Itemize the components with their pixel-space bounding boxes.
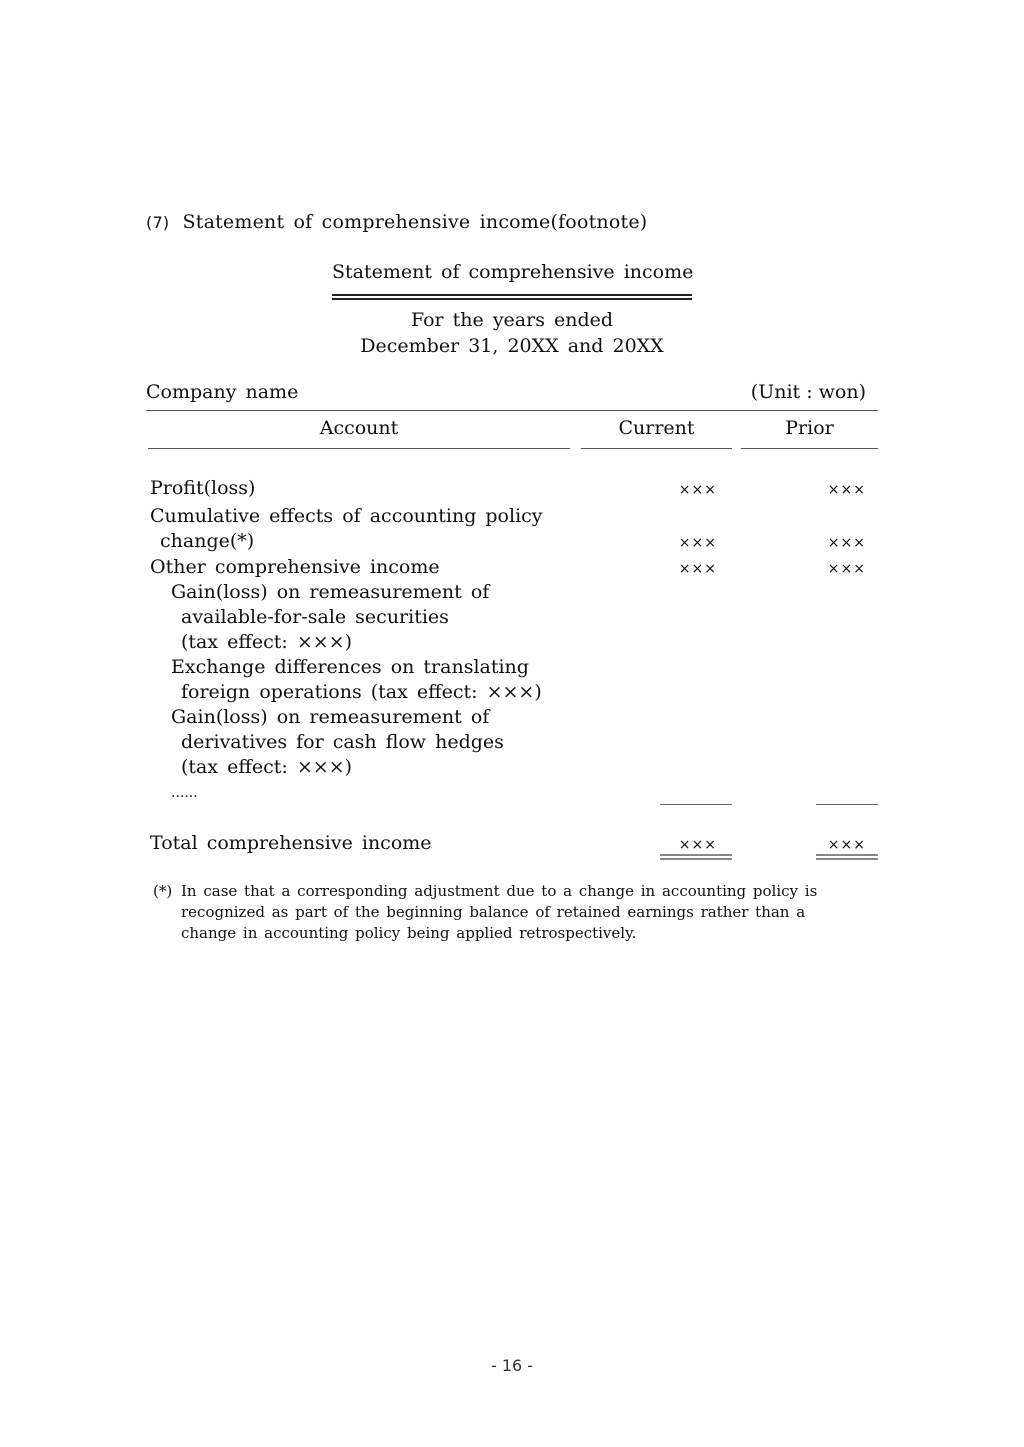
footnote-line-3: change in accounting policy being applied retrospectively. <box>181 924 637 942</box>
row-total-label: Total comprehensive income <box>150 832 432 854</box>
footnote-line-1: In case that a corresponding adjustment due to a change in accounting policy is <box>181 882 818 900</box>
footnote-mark: (*) <box>153 882 173 900</box>
row-derivatives-label-1: Gain(loss) on remeasurement of <box>171 706 490 728</box>
row-fx-label-2: foreign operations (tax effect: ×××) <box>181 681 542 703</box>
row-profit-loss-label: Profit(loss) <box>150 477 256 499</box>
company-name: Company name <box>146 381 299 403</box>
section-number: (7) <box>146 213 170 232</box>
prior-subtotal-rule <box>816 804 878 805</box>
section-title: Statement of comprehensive income(footnote) <box>182 211 648 233</box>
row-total-prior: ××× <box>827 837 866 853</box>
title-double-rule <box>332 294 692 300</box>
row-afs-label-2: available-for-sale securities <box>181 606 449 628</box>
footnote-line-2: recognized as part of the beginning balance of retained earnings rather than a <box>181 903 806 921</box>
row-profit-loss-current: ××× <box>678 482 717 498</box>
row-cumulative-effects-prior: ××× <box>827 535 866 551</box>
row-cumulative-effects-label-2: change(*) <box>160 530 255 552</box>
footnote <box>153 881 817 944</box>
current-header-rule <box>581 448 732 449</box>
current-subtotal-rule <box>660 804 732 805</box>
row-fx-label-1: Exchange differences on translating <box>171 656 529 678</box>
row-afs-label-3: (tax effect: ×××) <box>181 631 353 653</box>
statement-period <box>332 307 692 359</box>
prior-header-rule <box>741 448 878 449</box>
unit-label: (Unit : won) <box>750 381 866 403</box>
row-derivatives-label-3: (tax effect: ×××) <box>181 756 353 778</box>
page-number: - 16 - <box>490 1356 534 1375</box>
period-line-1: For the years ended <box>410 309 614 331</box>
section-heading <box>146 211 647 233</box>
row-oci-prior: ××× <box>827 561 866 577</box>
prior-total-double-underline <box>816 854 878 860</box>
account-header-rule <box>148 448 570 449</box>
row-oci-label: Other comprehensive income <box>150 556 440 578</box>
row-derivatives-label-2: derivatives for cash flow hedges <box>181 731 504 753</box>
column-header-prior: Prior <box>785 417 834 439</box>
statement-title: Statement of comprehensive income <box>332 261 694 283</box>
current-total-double-underline <box>660 854 732 860</box>
header-top-rule <box>146 410 878 411</box>
row-cumulative-effects-label-1: Cumulative effects of accounting policy <box>150 505 543 527</box>
column-header-current: Current <box>618 417 695 439</box>
row-profit-loss-prior: ××× <box>827 482 866 498</box>
period-line-2: December 31, 20XX and 20XX <box>360 335 664 357</box>
column-header-account: Account <box>319 417 399 439</box>
row-cumulative-effects-current: ××× <box>678 535 717 551</box>
row-ellipsis: ...... <box>171 785 198 801</box>
row-oci-current: ××× <box>678 561 717 577</box>
row-total-current: ××× <box>678 837 717 853</box>
row-afs-label-1: Gain(loss) on remeasurement of <box>171 581 490 603</box>
